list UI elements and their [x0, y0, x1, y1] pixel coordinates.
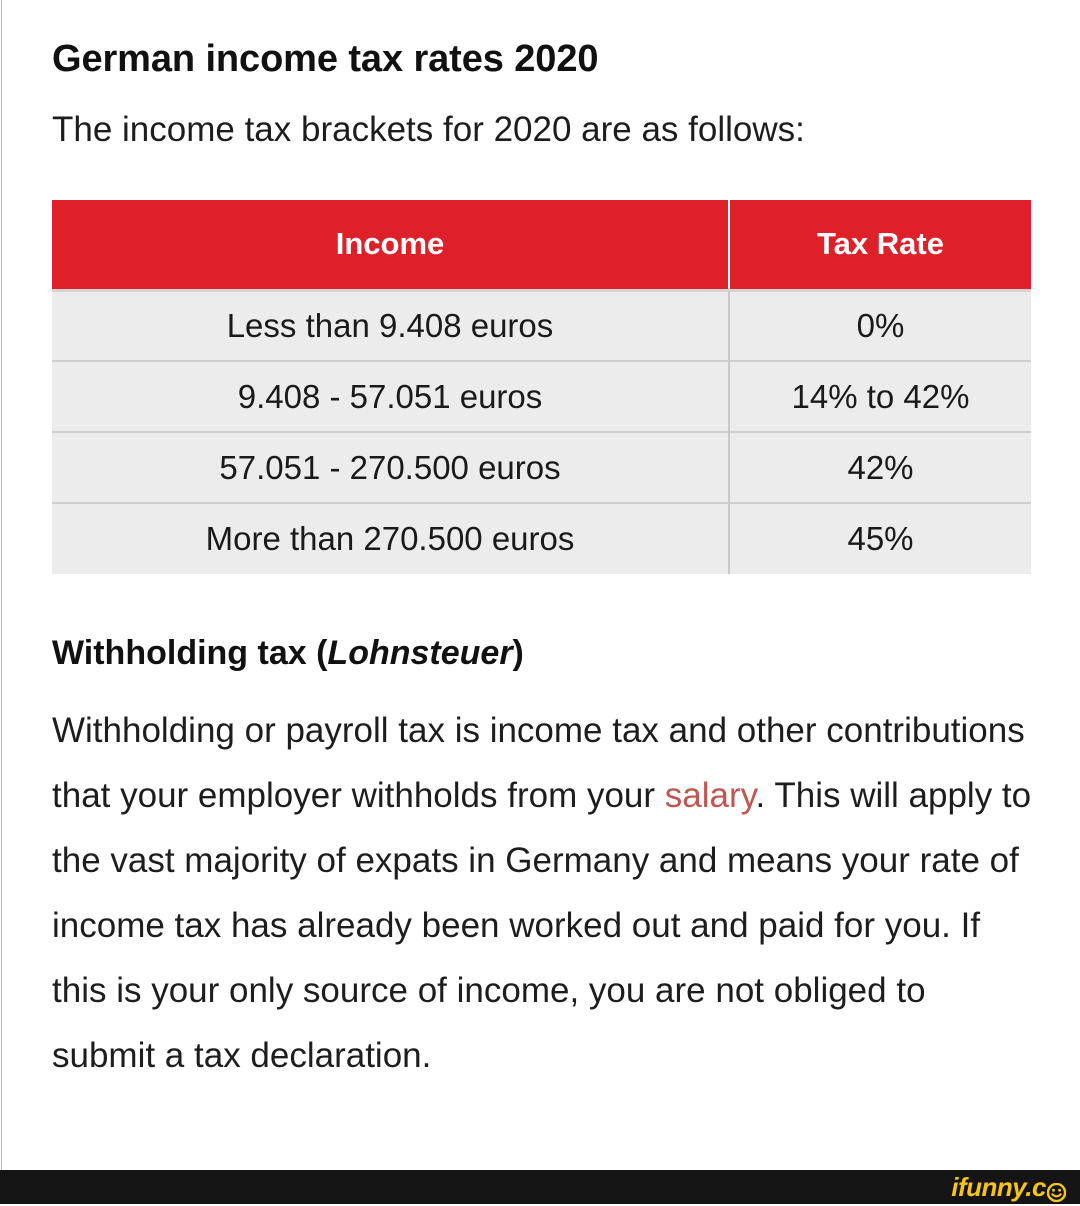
section-heading-withholding-tax [52, 574, 1042, 674]
table-header-row [52, 200, 1031, 290]
section-heading-suffix: ) [512, 634, 524, 672]
cell-income: 57.051 - 270.500 euros [52, 432, 729, 503]
cell-tax-rate: 14% to 42% [729, 361, 1031, 432]
table-row [52, 361, 1031, 432]
section-heading-prefix: Withholding tax ( [52, 634, 328, 672]
table-header [52, 200, 1031, 290]
watermark-text: ifunny.c [951, 1172, 1046, 1202]
table-row [52, 503, 1031, 574]
cell-tax-rate: 0% [729, 290, 1031, 361]
cell-income: Less than 9.408 euros [52, 290, 729, 361]
salary-link[interactable]: salary [664, 776, 756, 815]
cell-income: 9.408 - 57.051 euros [52, 361, 729, 432]
page-title: German income tax rates 2020 [52, 38, 599, 80]
body-paragraph [52, 674, 1037, 1088]
cell-income: More than 270.500 euros [52, 503, 729, 574]
article-content [52, 0, 1042, 1088]
ifunny-watermark [951, 1174, 1066, 1200]
body-text-part-1: Withholding or payroll tax is income tax and other contributions that your employer withholds from your [52, 711, 1025, 815]
smiley-face-icon [1047, 1180, 1066, 1199]
page-left-border [1, 0, 2, 1170]
tax-table-container [52, 200, 1031, 574]
table-row [52, 290, 1031, 361]
section-heading-german-term: Lohnsteuer [327, 634, 513, 672]
income-tax-rates-table [52, 200, 1031, 574]
cell-tax-rate: 45% [729, 503, 1031, 574]
column-header-income: Income [52, 200, 729, 290]
cell-tax-rate: 42% [729, 432, 1031, 503]
intro-paragraph: The income tax brackets for 2020 are as follows: [52, 110, 805, 149]
table-body [52, 290, 1031, 574]
watermark-bar [0, 1170, 1080, 1204]
body-text-part-2: . This will apply to the vast majority of expats in Germany and means your rate of income tax has already been worked out and paid for you. If this is your only source of income, you are not obliged to submit a tax declaration. [52, 776, 1032, 1075]
table-row [52, 432, 1031, 503]
column-header-tax-rate: Tax Rate [729, 200, 1031, 290]
